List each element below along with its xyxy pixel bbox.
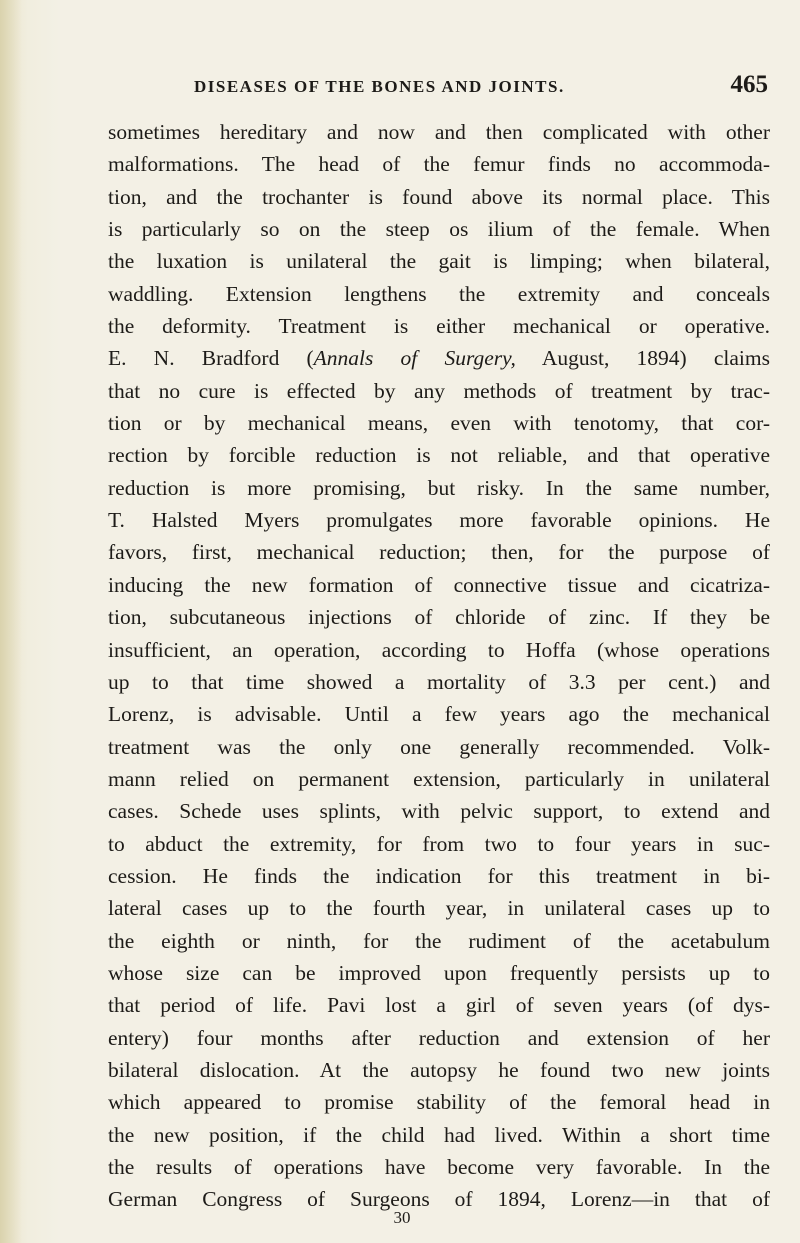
text-line: the luxation is unilateral the gait is limping; when bilateral, bbox=[108, 249, 770, 274]
text-line: rection by forcible reduction is not reliable, and that operative bbox=[108, 443, 770, 468]
signature-mark bbox=[0, 1208, 800, 1228]
text-line: is particularly so on the steep os ilium of the female. When bbox=[108, 217, 770, 242]
text-line: lateral cases up to the fourth year, in unilateral cases up to bbox=[108, 896, 770, 921]
text-line: tion, subcutaneous injections of chloride of zinc. If they be bbox=[108, 605, 770, 630]
text-line: the results of operations have become very favorable. In the bbox=[108, 1155, 770, 1179]
text-line: Lorenz, is advisable. Until a few years ago the mechanical bbox=[108, 702, 770, 727]
text-line: bilateral dislocation. At the autopsy he found two new joints bbox=[108, 1057, 770, 1082]
page-gutter-shadow bbox=[0, 0, 22, 1243]
text-line: mann relied on permanent extension, particularly in unilateral bbox=[108, 766, 770, 791]
text-line: the deformity. Treatment is either mechanical or operative. bbox=[108, 314, 770, 339]
text-line: tion, and the trochanter is found above its normal place. This bbox=[108, 184, 770, 209]
running-head: DISEASES OF THE BONES AND JOINTS. bbox=[194, 77, 565, 96]
text-line: which appeared to promise stability of the femoral head in bbox=[108, 1090, 770, 1115]
text-line: that no cure is effected by any methods of treatment by trac- bbox=[108, 378, 770, 403]
text-line: entery) four months after reduction and extension of her bbox=[108, 1025, 770, 1050]
text-line: to abduct the extremity, for from two to four years in suc- bbox=[108, 831, 770, 856]
text-line: sometimes hereditary and now and then complicated with other bbox=[108, 120, 770, 144]
citation-prefix: E. N. Bradford ( bbox=[108, 346, 314, 371]
text-line: tion or by mechanical means, even with tenotomy, that cor- bbox=[108, 411, 770, 436]
signature-number: 30 bbox=[393, 1208, 411, 1227]
text-line: insufficient, an operation, according to Hoffa (whose operations bbox=[108, 637, 770, 662]
text-line: German Congress of Surgeons of 1894, Lorenz—in that of bbox=[108, 1187, 770, 1212]
text-line: treatment was the only one generally recommended. Volk- bbox=[108, 734, 770, 759]
text-line: T. Halsted Myers promulgates more favorable opinions. He bbox=[108, 508, 770, 533]
page-number: 465 bbox=[730, 71, 768, 98]
text-line: cession. He finds the indication for this treatment in bi- bbox=[108, 863, 770, 888]
text-line: malformations. The head of the femur finds no accommoda- bbox=[108, 152, 770, 177]
body-text bbox=[108, 116, 770, 1216]
journal-title: Annals of Surgery, bbox=[313, 346, 516, 371]
text-line: the new position, if the child had lived. Within a short time bbox=[108, 1122, 770, 1147]
text-line: up to that time showed a mortality of 3.3 per cent.) and bbox=[108, 669, 770, 694]
text-line: cases. Schede uses splints, with pelvic support, to extend and bbox=[108, 799, 770, 824]
text-line: favors, first, mechanical reduction; then, for the purpose of bbox=[108, 540, 770, 565]
citation-suffix: August, 1894) claims bbox=[515, 346, 770, 371]
text-line: that period of life. Pavi lost a girl of seven years (of dys- bbox=[108, 993, 770, 1018]
text-line-with-citation bbox=[108, 342, 770, 374]
page-header bbox=[108, 71, 768, 105]
text-line: whose size can be improved upon frequently persists up to bbox=[108, 960, 770, 985]
text-line: waddling. Extension lengthens the extremity and conceals bbox=[108, 281, 770, 306]
text-line: reduction is more promising, but risky. In the same number, bbox=[108, 475, 770, 500]
text-line: the eighth or ninth, for the rudiment of the acetabulum bbox=[108, 928, 770, 953]
text-line: inducing the new formation of connective tissue and cicatriza- bbox=[108, 572, 770, 597]
